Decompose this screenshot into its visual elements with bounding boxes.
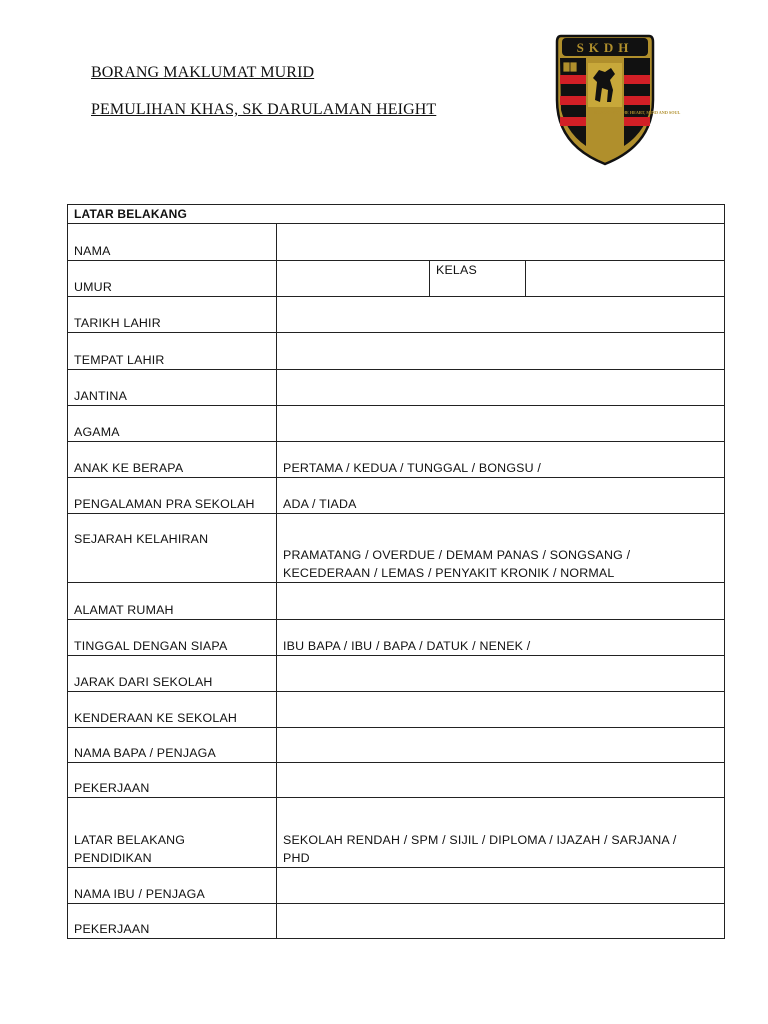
label-pekerjaan-ibu: PEKERJAAN xyxy=(68,904,277,939)
label-agama: AGAMA xyxy=(68,406,277,442)
field-nama-bapa-penjaga[interactable] xyxy=(277,728,725,763)
label-umur: UMUR xyxy=(68,261,277,297)
field-nama[interactable] xyxy=(277,224,725,261)
label-pengalaman-pra-sekolah: PENGALAMAN PRA SEKOLAH xyxy=(68,478,277,514)
field-nama-ibu-penjaga[interactable] xyxy=(277,868,725,904)
field-anak-ke-berapa[interactable]: PERTAMA / KEDUA / TUNGGAL / BONGSU / xyxy=(277,442,725,478)
pendidikan-label-line1: LATAR BELAKANG xyxy=(74,833,186,847)
pendidikan-options-line1: SEKOLAH RENDAH / SPM / SIJIL / DIPLOMA / IJAZAH / SARJANA / xyxy=(283,833,677,847)
section-heading: LATAR BELAKANG xyxy=(68,205,725,224)
form-title: BORANG MAKLUMAT MURID xyxy=(91,64,315,81)
crest-book-icon xyxy=(563,62,577,72)
label-nama-ibu-penjaga: NAMA IBU / PENJAGA xyxy=(68,868,277,904)
field-kelas[interactable] xyxy=(526,261,725,297)
field-sejarah-kelahiran[interactable] xyxy=(277,514,725,583)
label-tarikh-lahir: TARIKH LAHIR xyxy=(68,297,277,333)
student-info-form xyxy=(67,204,725,939)
label-pekerjaan-bapa: PEKERJAAN xyxy=(68,763,277,798)
pendidikan-label-line2: PENDIDIKAN xyxy=(74,851,152,865)
field-agama[interactable] xyxy=(277,406,725,442)
crest-letters: SKDH xyxy=(576,40,634,55)
label-jantina: JANTINA xyxy=(68,370,277,406)
field-pekerjaan-bapa[interactable] xyxy=(277,763,725,798)
label-tinggal-dengan-siapa: TINGGAL DENGAN SIAPA xyxy=(68,620,277,656)
label-kenderaan-ke-sekolah: KENDERAAN KE SEKOLAH xyxy=(68,692,277,728)
label-sejarah-kelahiran: SEJARAH KELAHIRAN xyxy=(68,514,277,583)
field-jantina[interactable] xyxy=(277,370,725,406)
field-alamat-rumah[interactable] xyxy=(277,583,725,620)
field-tinggal-dengan-siapa[interactable]: IBU BAPA / IBU / BAPA / DATUK / NENEK / xyxy=(277,620,725,656)
label-nama: NAMA xyxy=(68,224,277,261)
pendidikan-options-line2: PHD xyxy=(283,851,310,865)
label-nama-bapa-penjaga: NAMA BAPA / PENJAGA xyxy=(68,728,277,763)
field-pekerjaan-ibu[interactable] xyxy=(277,904,725,939)
sejarah-options-line1: PRAMATANG / OVERDUE / DEMAM PANAS / SONGSANG / xyxy=(283,548,631,562)
field-latar-belakang-pendidikan[interactable] xyxy=(277,798,725,868)
sejarah-options-line2: KECEDERAAN / LEMAS / PENYAKIT KRONIK / NORMAL xyxy=(283,566,615,580)
crest-motto: EDUCATING THE HEART, MIND AND SOUL xyxy=(593,110,681,115)
field-tempat-lahir[interactable] xyxy=(277,333,725,370)
field-umur[interactable] xyxy=(277,261,430,297)
label-kelas: KELAS xyxy=(430,261,526,297)
field-kenderaan-ke-sekolah[interactable] xyxy=(277,692,725,728)
form-subtitle: PEMULIHAN KHAS, SK DARULAMAN HEIGHT xyxy=(91,101,437,118)
field-jarak-dari-sekolah[interactable] xyxy=(277,656,725,692)
label-jarak-dari-sekolah: JARAK DARI SEKOLAH xyxy=(68,656,277,692)
label-anak-ke-berapa: ANAK KE BERAPA xyxy=(68,442,277,478)
school-crest-logo xyxy=(555,30,681,166)
field-pengalaman-pra-sekolah[interactable]: ADA / TIADA xyxy=(277,478,725,514)
label-alamat-rumah: ALAMAT RUMAH xyxy=(68,583,277,620)
label-tempat-lahir: TEMPAT LAHIR xyxy=(68,333,277,370)
label-latar-belakang-pendidikan xyxy=(68,798,277,868)
field-tarikh-lahir[interactable] xyxy=(277,297,725,333)
